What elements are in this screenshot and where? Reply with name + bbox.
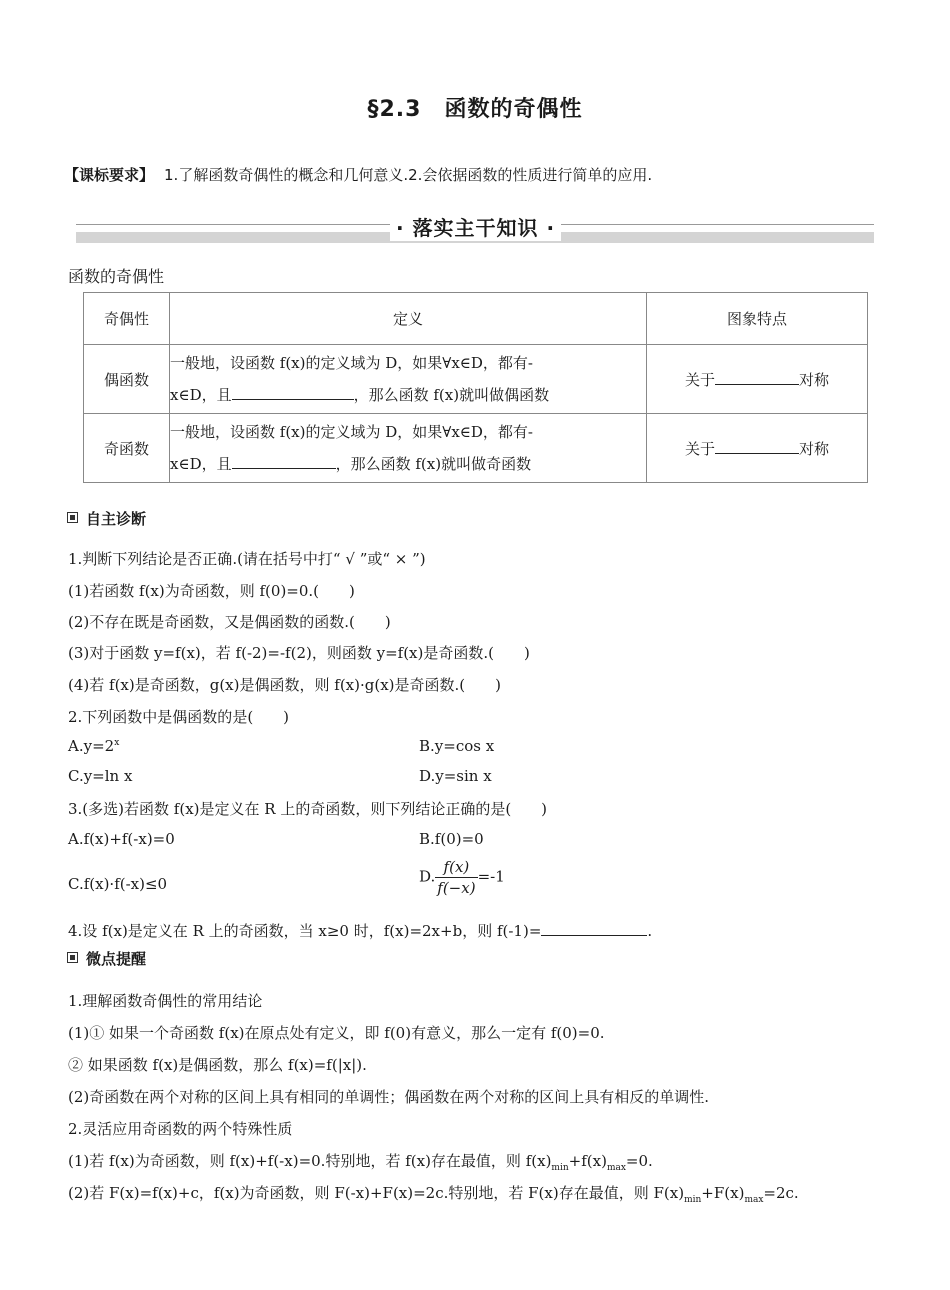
fill-blank [232,454,336,469]
table-header-row [84,293,868,345]
banner-label: · 落实主干知识 · [390,212,561,241]
row-name: 奇函数 [84,414,170,483]
section-heading-text: 自主诊断 [86,510,147,528]
header-cell: 奇偶性 [84,293,170,345]
feature-text: 关于 [684,439,715,458]
row-feature [647,345,868,414]
question-text: 4.设 f(x)是定义在 R 上的奇函数，当 x≥0 时，f(x)=2x+b，则 f(-1)= [68,922,542,940]
question-1-item: (4)若 f(x)是奇函数，g(x)是偶函数，则 f(x)·g(x)是奇函数.( ) [68,676,501,694]
option-d: D.y=sin x [419,767,492,785]
tip-text: +F(x) [701,1184,745,1202]
row-name: 偶函数 [84,345,170,414]
question-1-item: (3)对于函数 y=f(x)，若 f(-2)=-f(2)，则函数 y=f(x)是奇函数.( ) [68,644,530,662]
definition-table [83,292,868,483]
tip-line [68,1182,799,1205]
tip-line: 1.理解函数奇偶性的常用结论 [68,992,263,1010]
definition-text: ，那么函数 f(x)就叫做奇函数 [335,455,532,473]
option-d [419,857,505,898]
requirement-tag: 【课标要求】 [64,166,155,184]
option-exponent: x [114,738,120,748]
header-cell: 图象特点 [647,293,868,345]
subscript: max [744,1195,764,1205]
fraction-numerator: f(x) [435,857,477,878]
tip-line [68,1150,653,1173]
row-definition [170,345,647,414]
definition-line: 一般地，设函数 f(x)的定义域为 D，如果∀x∈D，都有- [170,423,533,441]
page-title: §2.3 函数的奇偶性 [367,97,583,122]
option-b: B.f(0)=0 [419,830,484,848]
tip-line: 2.灵活应用奇函数的两个特殊性质 [68,1120,293,1138]
definition-line: 一般地，设函数 f(x)的定义域为 D，如果∀x∈D，都有- [170,354,533,372]
question-3: 3.(多选)若函数 f(x)是定义在 R 上的奇函数，则下列结论正确的是( ) [68,800,548,818]
row-feature [647,414,868,483]
definition-text: x∈D，且 [170,455,232,473]
feature-text: 对称 [799,439,830,458]
option-a [68,737,119,755]
option-c: C.f(x)·f(-x)≤0 [68,875,168,893]
fraction-denominator: f(−x) [437,879,476,897]
requirement-text: 1.了解函数奇偶性的概念和几何意义.2.会依据函数的性质进行简单的应用. [164,166,653,184]
fill-blank [715,370,799,385]
table-row [84,345,868,414]
option-a: A.f(x)+f(-x)=0 [68,830,175,848]
curriculum-requirement [64,164,652,185]
section-box-icon [67,512,78,523]
option-text: =-1 [477,867,505,886]
tip-text: (1)若 f(x)为奇函数，则 f(x)+f(-x)=0.特别地，若 f(x)存在最值，则 f(x) [68,1152,552,1170]
fill-blank [232,385,354,400]
subscript: min [551,1163,569,1173]
question-text: . [647,922,653,940]
table-row [84,414,868,483]
option-c: C.y=ln x [68,767,133,785]
feature-text: 关于 [684,370,715,389]
tip-text: (2)若 F(x)=f(x)+c，f(x)为奇函数，则 F(-x)+F(x)=2c.特别地，若 F(x)存在最值，则 F(x) [68,1184,685,1202]
question-1-item: (1)若函数 f(x)为奇函数，则 f(0)=0.( ) [68,582,355,600]
tip-text: =0. [625,1152,653,1170]
question-1-item: (2)不存在既是奇函数，又是偶函数的函数.( ) [68,613,391,631]
tip-text: +f(x) [568,1152,607,1170]
section-box-icon [67,952,78,963]
question-4 [68,920,652,941]
tip-line: (1)① 如果一个奇函数 f(x)在原点处有定义，即 f(0)有意义，那么一定有 f(0)=0. [68,1024,605,1042]
definition-text: x∈D，且 [170,386,232,404]
definition-text: ，那么函数 f(x)就叫做偶函数 [353,386,550,404]
option-text: D. [419,867,436,886]
option-text: A.y=2 [68,737,115,755]
section-banner [76,216,874,244]
definition-line [170,379,646,411]
fill-blank [541,921,647,936]
subscript: min [684,1195,702,1205]
tip-line: ② 如果函数 f(x)是偶函数，那么 f(x)=f(|x|). [68,1056,367,1074]
question-2: 2.下列函数中是偶函数的是( ) [68,708,290,726]
option-b: B.y=cos x [419,737,495,755]
feature-text: 对称 [799,370,830,389]
row-definition [170,414,647,483]
tip-line: (2)奇函数在两个对称的区间上具有相同的单调性；偶函数在两个对称的区间上具有相反的单调性. [68,1088,710,1106]
subtitle: 函数的奇偶性 [68,267,165,286]
section-heading-tips [67,948,146,969]
fill-blank [715,439,799,454]
tip-text: =2c. [763,1184,799,1202]
definition-line [170,448,646,480]
section-heading-diagnosis [67,508,146,529]
question-1: 1.判断下列结论是否正确.(请在括号中打“ √ ”或“ × ”) [68,550,426,568]
section-heading-text: 微点提醒 [86,950,147,968]
fraction [435,857,477,898]
header-cell: 定义 [170,293,647,345]
subscript: max [606,1163,626,1173]
